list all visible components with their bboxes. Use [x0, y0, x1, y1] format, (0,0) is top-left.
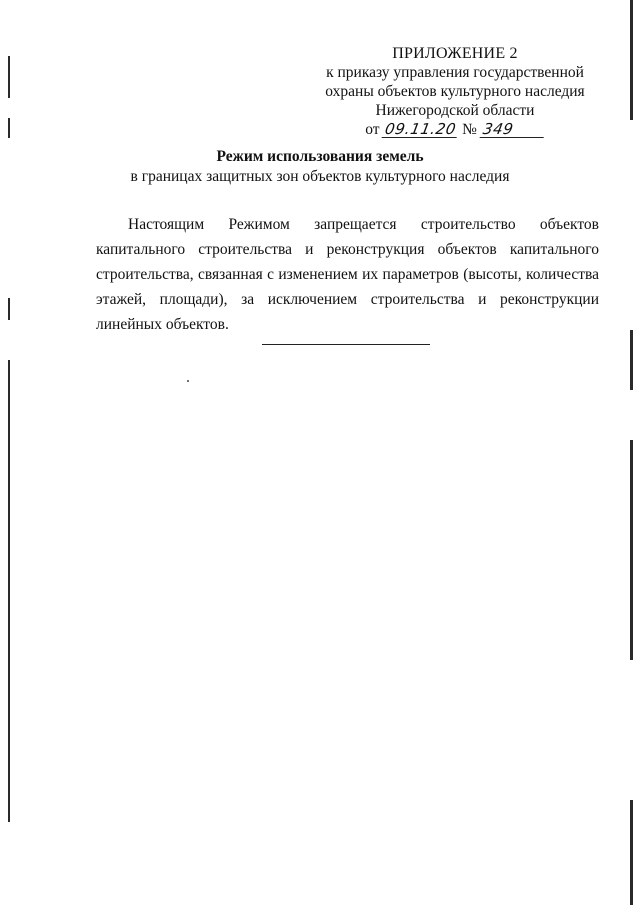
- order-date-number-line: [300, 120, 610, 139]
- appendix-line-1: к приказу управления государственной: [326, 64, 584, 81]
- appendix-line-3: Нижегородской области: [375, 102, 535, 119]
- handwritten-number: 349: [479, 122, 546, 138]
- from-label: от: [365, 121, 380, 138]
- appendix-header: [300, 44, 610, 139]
- scan-edge-right-top: [630, 0, 633, 120]
- handwritten-date: 09.11.20: [384, 120, 458, 138]
- scan-edge-left-low: [8, 298, 10, 320]
- scan-speck: [187, 380, 189, 382]
- regime-title: Режим использования земель: [216, 148, 424, 165]
- number-label: №: [462, 121, 477, 138]
- scan-edge-left-top: [8, 56, 10, 98]
- scan-edge-right-long: [630, 440, 633, 660]
- end-divider: [262, 344, 430, 345]
- scan-edge-left-mid: [8, 118, 10, 138]
- body-paragraph-text: Настоящим Режимом запрещается строительство объектов капитального строительства и реконструкция объектов капитального строительства, связанная с изменением их параметров (высоты, количества этажей, площади), за исключением строительства и реконструкции линейных объектов.: [96, 216, 599, 333]
- scan-edge-right-low: [630, 800, 633, 905]
- appendix-title: ПРИЛОЖЕНИЕ 2: [392, 45, 518, 62]
- regime-subtitle: в границах защитных зон объектов культурного наследия: [130, 168, 510, 185]
- body-paragraph: [96, 212, 599, 337]
- appendix-line-2: охраны объектов культурного наследия: [325, 83, 585, 100]
- scan-edge-left-long: [8, 360, 10, 822]
- scan-edge-right-mid: [630, 330, 633, 390]
